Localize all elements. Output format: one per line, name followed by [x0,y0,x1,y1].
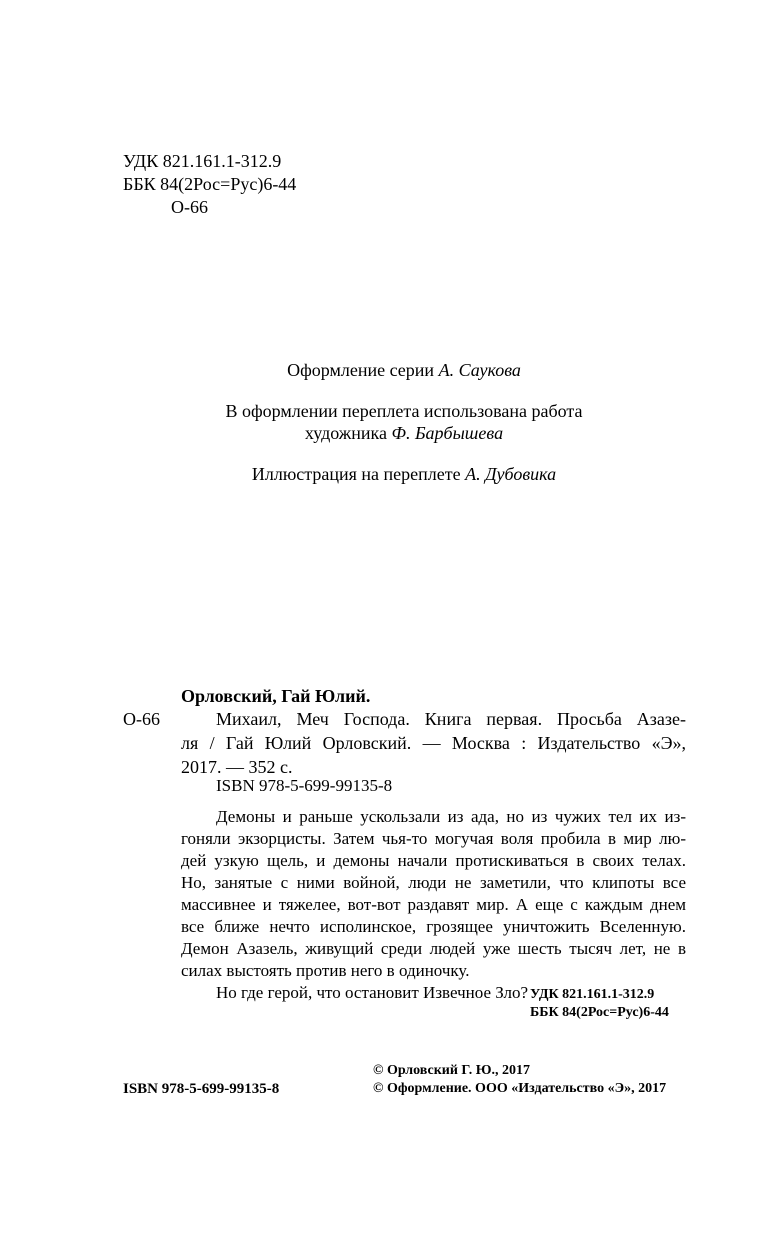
annotation-line: дей узкую щель, и демоны начали протискиваться в своих телах. [181,851,686,870]
annotation-last-line: Но где герой, что остановит Извечное Зло? [216,983,529,1002]
annotation-line: силах выстоять против него в одиночку. [181,961,470,980]
catalog-desc-line1: Михаил, Меч Господа. Книга первая. Просьба Азазе- [216,709,686,729]
annotation-line: массивнее и тяжелее, вот-вот раздавят мир. А еще с каждым днем [181,895,686,914]
annotation-line: Демон Азазель, живущий среди людей уже шесть тысяч лет, не в [181,939,686,958]
annotation-line: Но, занятые с ними войной, люди не заметили, что клипоты все [181,873,686,892]
copyright-author: © Орловский Г. Ю., 2017 [373,1063,531,1078]
illustration-label: Иллюстрация на переплете [251,464,461,484]
annotation-block [181,806,686,1004]
catalog-desc-line3: 2017. — 352 с. [181,757,293,777]
illustration-name: А. Дубовика [465,464,557,484]
catalog-description [181,707,686,779]
annotation-line: Демоны и раньше ускользали из ада, но из чужих тел их из- [216,807,686,826]
copyright-design: © Оформление. ООО «Издательство «Э», 2017 [373,1081,667,1096]
series-design-name: А. Саукова [438,360,521,380]
footer-udk: УДК 821.161.1-312.9 [530,987,655,1002]
annotation-line: гоняли экзорцисты. Затем чья-то могучая воля пробила в мир лю- [181,829,686,848]
udk-code: УДК 821.161.1-312.9 [123,151,282,171]
catalog-author: Орловский, Гай Юлий. [181,686,371,706]
series-design-credit [0,358,768,382]
catalog-isbn: ISBN 978-5-699-99135-8 [216,776,393,795]
illustration-credit [0,462,768,486]
binding-artist-label: художника [304,423,387,443]
binding-artist-name: Ф. Барбышева [391,423,504,443]
binding-credit-line2 [0,421,768,445]
footer-isbn: ISBN 978-5-699-99135-8 [123,1081,280,1097]
bbk-code: ББК 84(2Рос=Рус)6-44 [123,174,297,194]
binding-credit-line1: В оформлении переплета использована работа [225,401,583,421]
catalog-desc-line2: ля / Гай Юлий Орловский. — Москва : Издательство «Э», [181,733,686,753]
author-sign: О-66 [171,197,208,217]
annotation-line: все ближе нечто исполинское, грозящее уничтожить Вселенную. [181,917,686,936]
footer-bbk: ББК 84(2Рос=Рус)6-44 [530,1005,669,1020]
series-design-label: Оформление серии [287,360,435,380]
catalog-sign: О-66 [123,709,160,729]
